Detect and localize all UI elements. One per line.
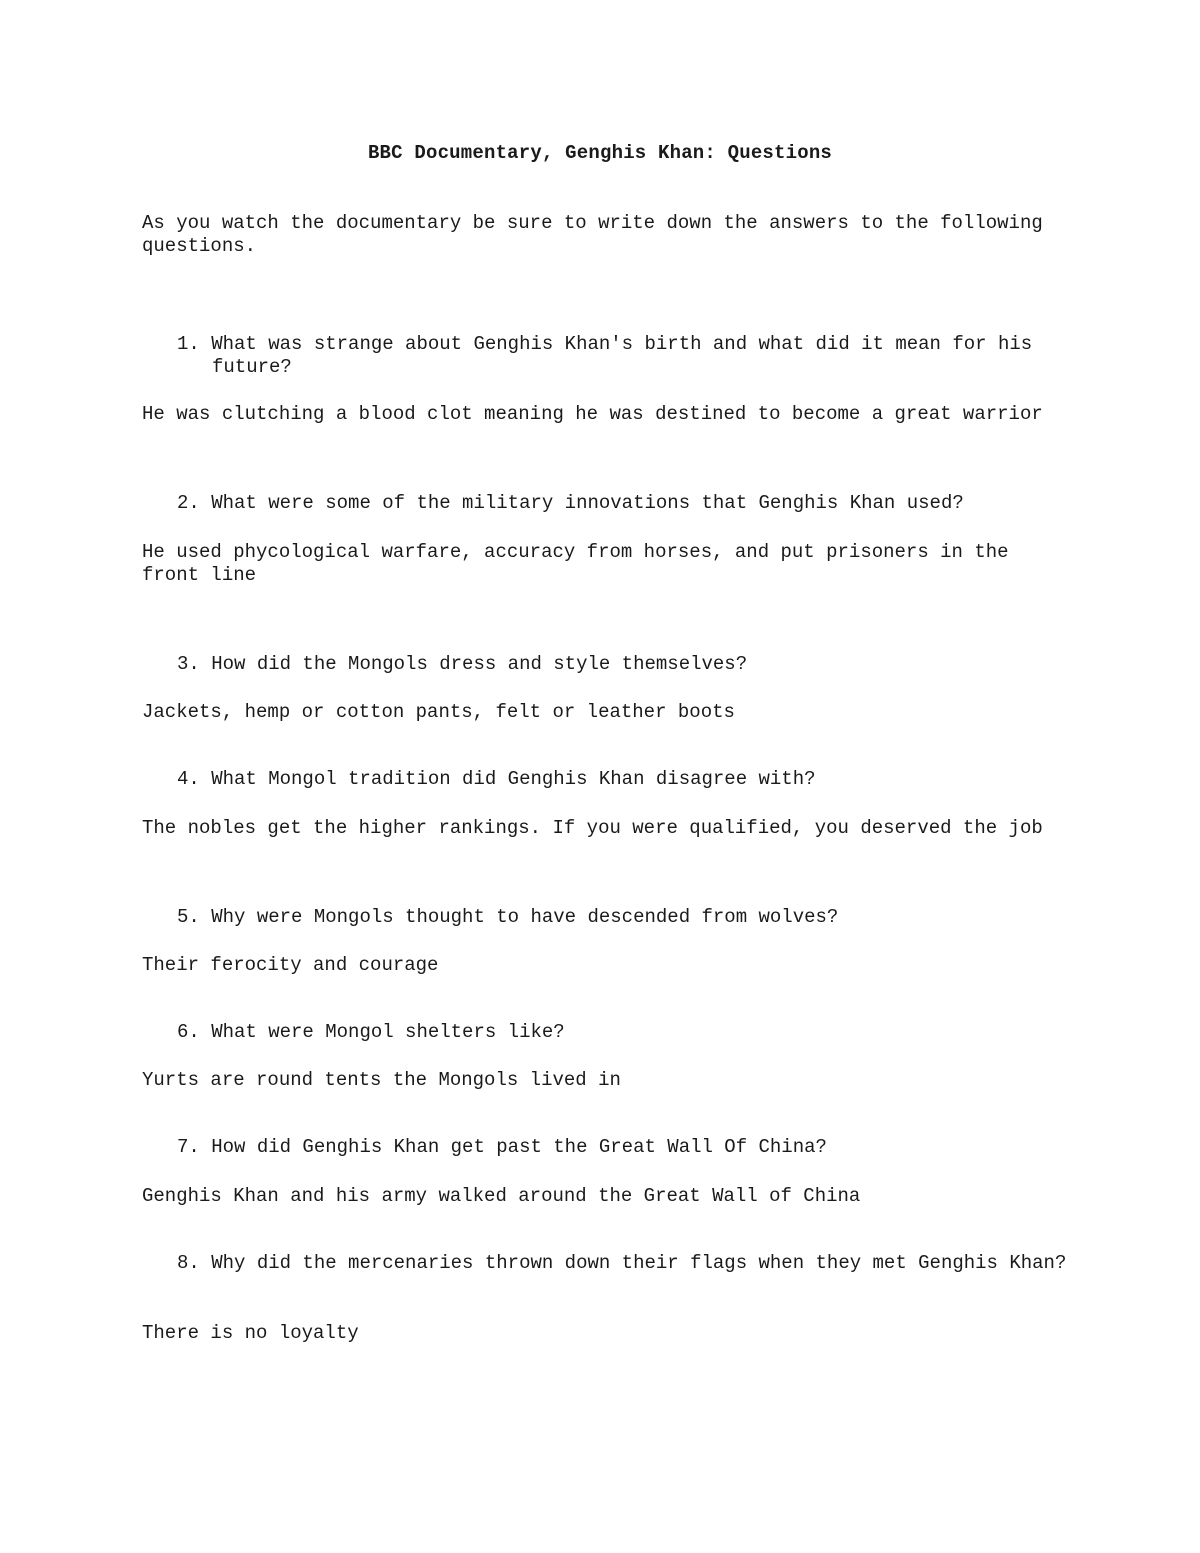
question-number: 7. [177,1136,200,1158]
question-text: Why did the mercenaries thrown down their flags when they met Genghis Khan? [211,1252,1067,1274]
question-8 [177,1252,1112,1275]
answer-1: He was clutching a blood clot meaning he was destined to become a great warrior [142,403,1043,425]
question-number: 8. [177,1252,200,1274]
answer-4: The nobles get the higher rankings. If you were qualified, you deserved the job [142,817,1043,839]
question-text: What was strange about Genghis Khan's birth and what did it mean for his future? [211,333,1033,378]
question-number: 4. [177,768,200,790]
question-number: 6. [177,1021,200,1043]
question-5 [177,906,1112,929]
question-4 [177,768,1112,791]
question-number: 1. [177,333,200,355]
question-2 [177,492,1112,515]
question-text: Why were Mongols thought to have descended from wolves? [211,906,839,928]
question-text: How did the Mongols dress and style themselves? [211,653,748,675]
question-text: What Mongol tradition did Genghis Khan disagree with? [211,768,816,790]
answer-5: Their ferocity and courage [142,954,439,976]
question-1 [177,333,1112,379]
answer-2: He used phycological warfare, accuracy from horses, and put prisoners in the front line [142,541,1009,586]
question-number: 5. [177,906,200,928]
question-text: How did Genghis Khan get past the Great Wall Of China? [211,1136,827,1158]
question-number: 2. [177,492,200,514]
intro-paragraph: As you watch the documentary be sure to write down the answers to the following questions. [142,212,1043,257]
answer-8: There is no loyalty [142,1322,359,1344]
question-7 [177,1136,1112,1159]
question-text: What were Mongol shelters like? [211,1021,565,1043]
question-3 [177,653,1112,676]
answer-3: Jackets, hemp or cotton pants, felt or leather boots [142,701,735,723]
question-number: 3. [177,653,200,675]
question-text: What were some of the military innovations that Genghis Khan used? [211,492,964,514]
document-title: BBC Documentary, Genghis Khan: Questions [367,142,833,164]
answer-7: Genghis Khan and his army walked around the Great Wall of China [142,1185,861,1207]
question-6 [177,1021,1112,1044]
answer-6: Yurts are round tents the Mongols lived in [142,1069,621,1091]
